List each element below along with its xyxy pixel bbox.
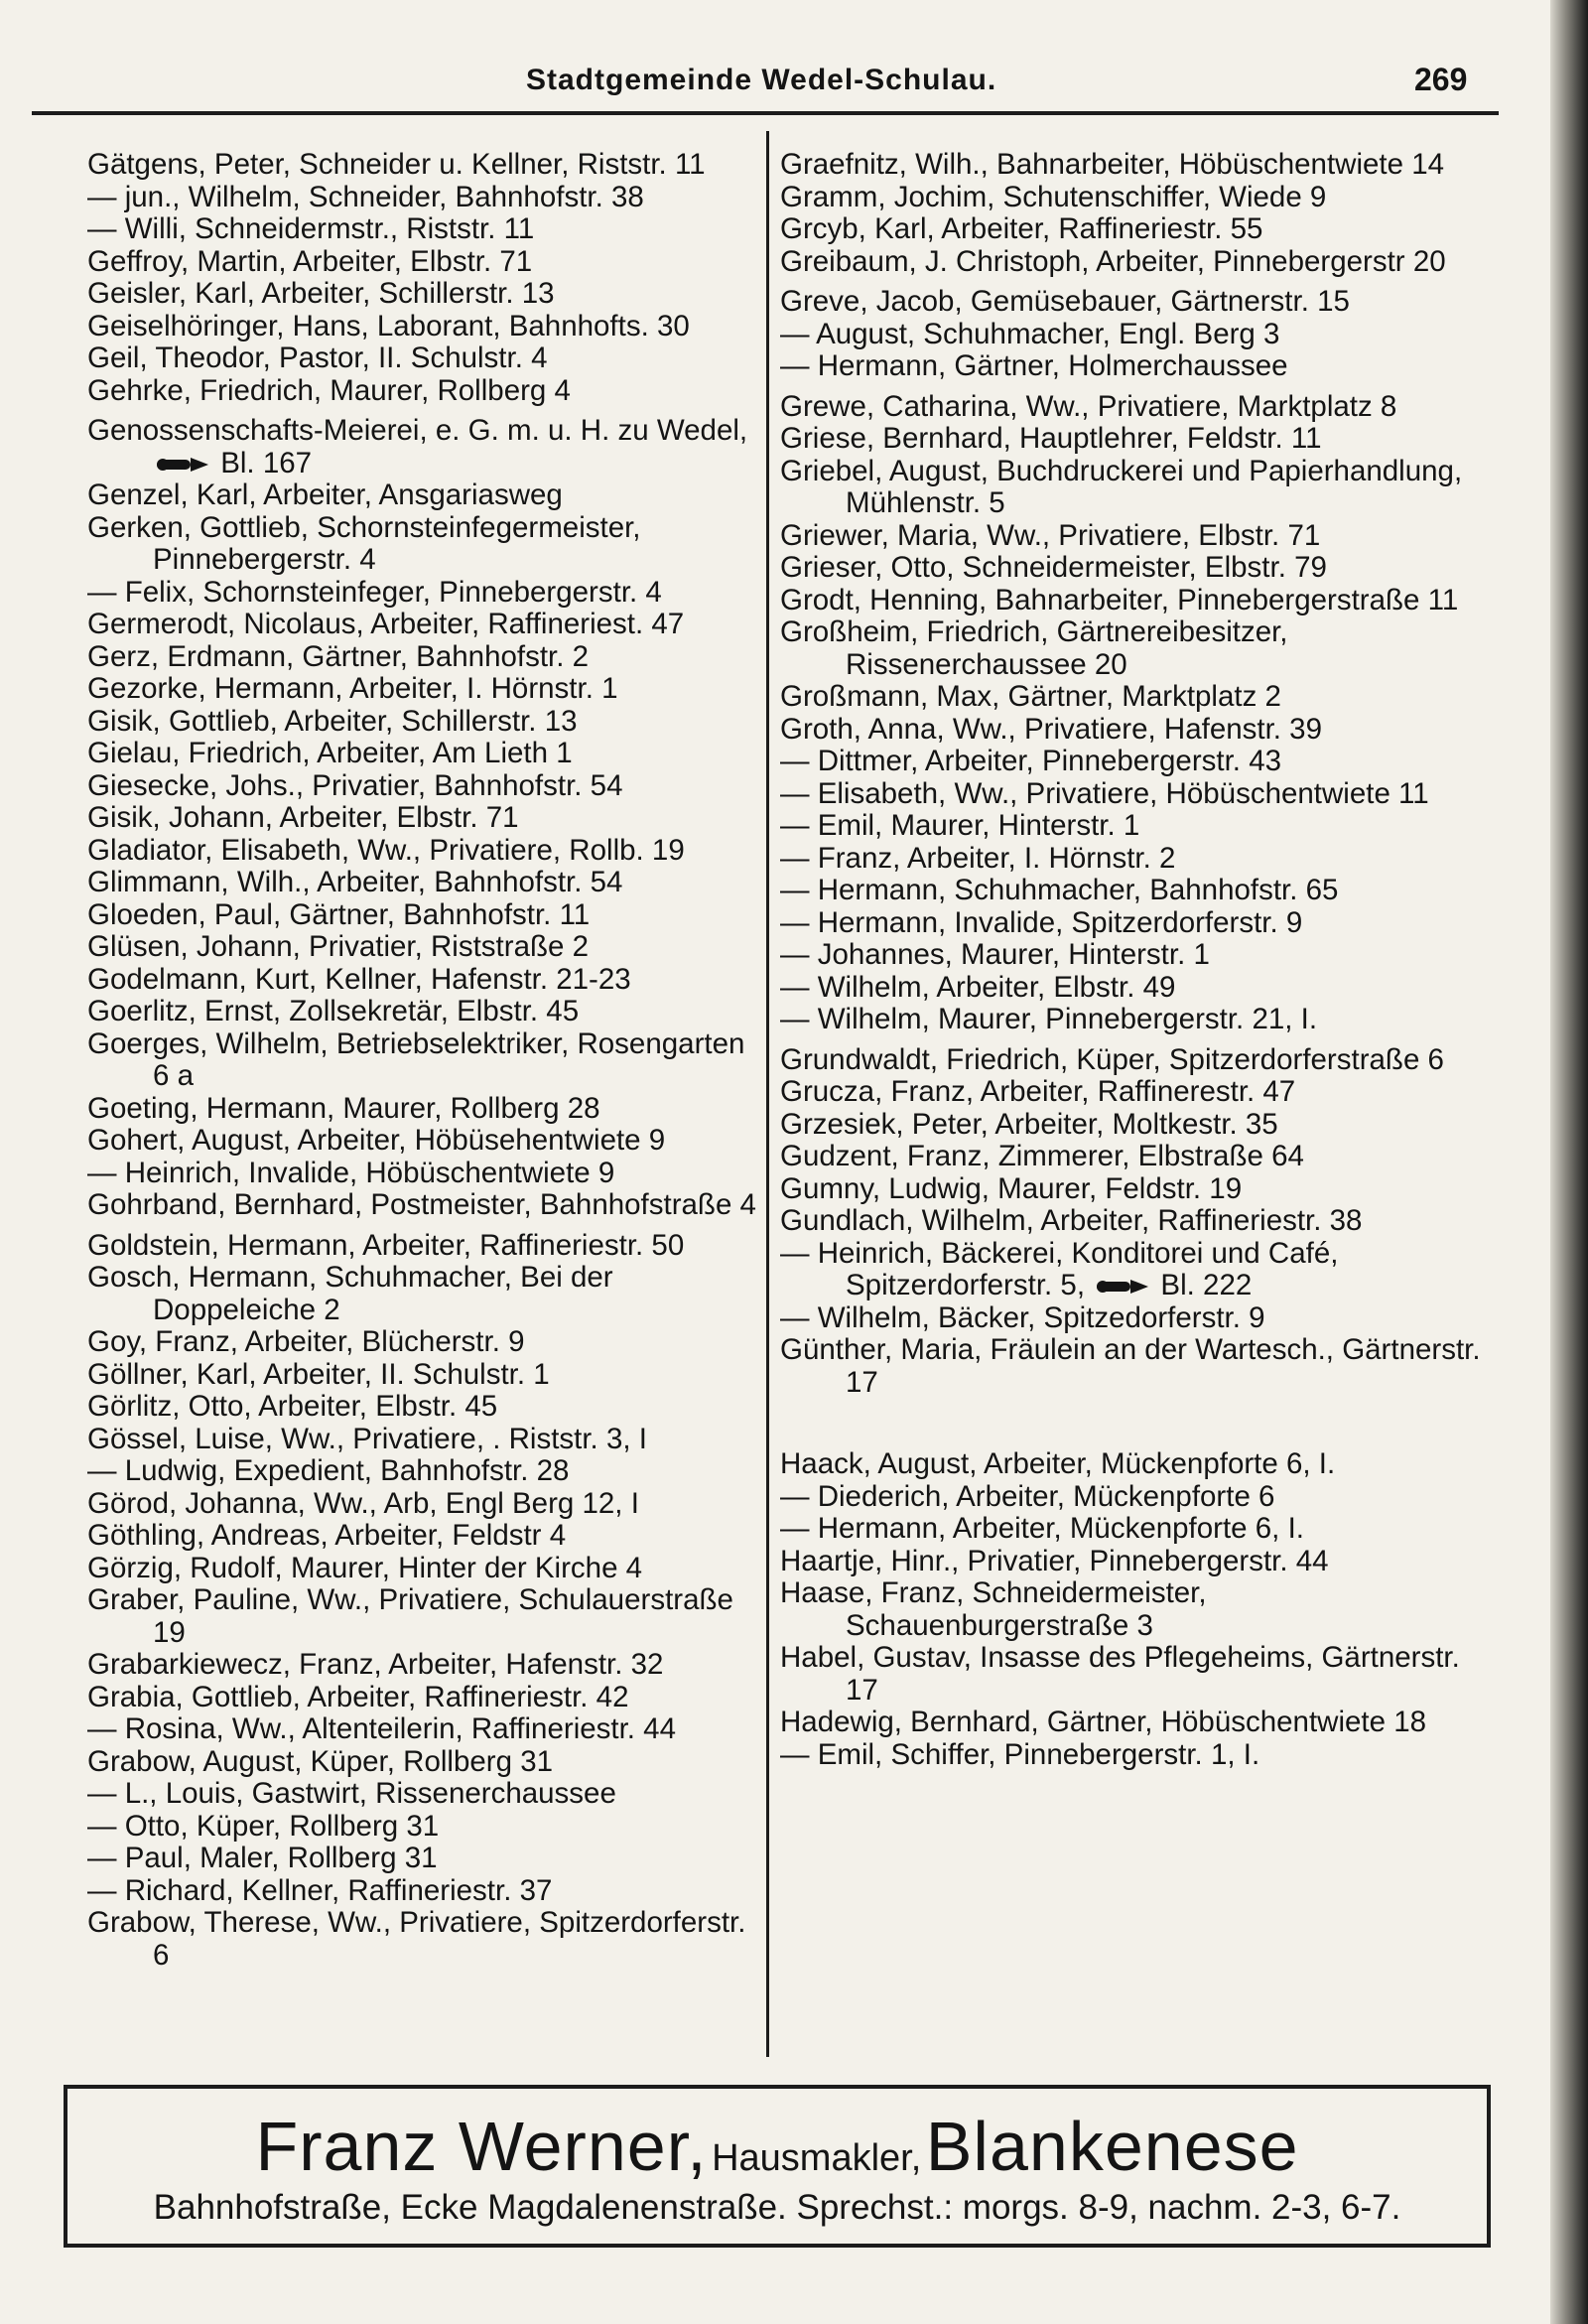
list-item: Gielau, Friedrich, Arbeiter, Am Lieth 1 [87, 737, 573, 769]
list-item [87, 415, 757, 479]
list-item: Godelmann, Kurt, Kellner, Hafenstr. 21-23 [87, 962, 631, 996]
list-item: Habel, Gustav, Insasse des Pflegeheims, Gärtnerstr. 17 [780, 1641, 1460, 1707]
page-title: Stadtgemeinde Wedel-Schulau. [526, 64, 997, 96]
list-item: Görlitz, Otto, Arbeiter, Elbstr. 45 [87, 1390, 498, 1423]
list-item: Griese, Bernhard, Hauptlehrer, Feldstr. 11 [780, 422, 1322, 455]
list-item: — Johannes, Maurer, Hinterstr. 1 [780, 938, 1210, 971]
list-item: Grabia, Gottlieb, Arbeiter, Raffineriestr. 42 [87, 1680, 629, 1713]
list-item: Großheim, Friedrich, Gärtnereibesitzer, Rissenerchaussee 20 [780, 615, 1288, 681]
left-column [87, 149, 757, 1972]
list-item: Großmann, Max, Gärtner, Marktplatz 2 [780, 680, 1281, 713]
ad-profession: Hausmakler, [712, 2137, 922, 2179]
list-item: Grabarkiewecz, Franz, Arbeiter, Hafenstr. 32 [87, 1648, 664, 1681]
list-item: Gloeden, Paul, Gärtner, Bahnhofstr. 11 [87, 897, 591, 931]
list-item: Gumny, Ludwig, Maurer, Feldstr. 19 [780, 1171, 1243, 1205]
ad-address: Bahnhofstraße, Ecke Magdalenenstraße. Sprechst.: morgs. 8-9, nachm. 2-3, 6-7. [153, 2188, 1401, 2227]
list-item: Graber, Pauline, Ww., Privatiere, Schulauerstraße 19 [87, 1583, 733, 1649]
list-item: Gisik, Johann, Arbeiter, Elbstr. 71 [87, 801, 519, 834]
list-item: — Hermann, Gärtner, Holmerchaussee [780, 349, 1288, 382]
ad-headline [67, 2107, 1487, 2186]
list-item: Gerz, Erdmann, Gärtner, Bahnhofstr. 2 [87, 639, 590, 673]
list-item: Goerges, Wilhelm, Betriebselektriker, Rosengarten 6 a [87, 1026, 745, 1092]
list-item: — L., Louis, Gastwirt, Rissenerchaussee [87, 1777, 616, 1810]
list-item: — Willi, Schneidermstr., Riststr. 11 [87, 212, 535, 245]
list-item: Göthling, Andreas, Arbeiter, Feldstr 4 [87, 1519, 567, 1552]
list-item: Görzig, Rudolf, Maurer, Hinter der Kirche 4 [87, 1551, 643, 1584]
list-item: — Heinrich, Invalide, Höbüschentwiete 9 [87, 1156, 615, 1189]
list-item: Grewe, Catharina, Ww., Privatiere, Marktplatz 8 [780, 389, 1397, 423]
list-item: Gohrband, Bernhard, Postmeister, Bahnhofstraße 4 [87, 1188, 756, 1221]
list-item: Glüsen, Johann, Privatier, Riststraße 2 [87, 930, 590, 963]
list-item: Grucza, Franz, Arbeiter, Raffinerestr. 47 [780, 1075, 1296, 1108]
list-item: Geisler, Karl, Arbeiter, Schillerstr. 13 [87, 277, 555, 310]
list-item [780, 1238, 1495, 1302]
list-item: Günther, Maria, Fräulein an der Wartesch., Gärtnerstr. 17 [780, 1333, 1481, 1399]
list-item: Görod, Johanna, Ww., Arb, Engl Berg 12, I [87, 1486, 639, 1520]
list-item: Giesecke, Johs., Privatier, Bahnhofstr. 54 [87, 768, 623, 802]
list-item: Gisik, Gottlieb, Arbeiter, Schillerstr. 13 [87, 704, 578, 738]
list-item: Grodt, Henning, Bahnarbeiter, Pinnebergerstraße 11 [780, 583, 1459, 616]
list-item: Grzesiek, Peter, Arbeiter, Moltkestr. 35 [780, 1107, 1278, 1141]
entry-text: — Heinrich, Bäckerei, Konditorei und Café, Spitzerdorferstr. 5, [780, 1236, 1339, 1301]
ad-name: Franz Werner, [255, 2108, 708, 2185]
list-item: Gundlach, Wilhelm, Arbeiter, Raffineriestr. 38 [780, 1204, 1363, 1237]
list-item: Grcyb, Karl, Arbeiter, Raffineriestr. 55 [780, 212, 1263, 245]
right-column [780, 149, 1495, 1771]
list-item: Gezorke, Hermann, Arbeiter, I. Hörnstr. 1 [87, 672, 618, 705]
list-item: — jun., Wilhelm, Schneider, Bahnhofstr. 38 [87, 180, 644, 213]
list-item: Goerlitz, Ernst, Zollsekretär, Elbstr. 45 [87, 995, 580, 1027]
ad-place: Blankenese [925, 2108, 1299, 2185]
list-item: Goeting, Hermann, Maurer, Rollberg 28 [87, 1091, 600, 1125]
list-item: Glimmann, Wilh., Arbeiter, Bahnhofstr. 54 [87, 866, 623, 898]
entry-text: Genossenschafts-Meierei, e. G. m. u. H. zu Wedel, [87, 414, 748, 447]
list-item: Grabow, August, Küper, Rollberg 31 [87, 1744, 554, 1778]
list-item: — Paul, Maler, Rollberg 31 [87, 1842, 438, 1874]
header-rule [32, 111, 1499, 115]
list-item: Gerken, Gottlieb, Schornsteinfegermeister, Pinnebergerstr. 4 [87, 510, 641, 576]
list-item: Groth, Anna, Ww., Privatiere, Hafenstr. 39 [780, 712, 1322, 746]
phone-number: Bl. 222 [1160, 1269, 1253, 1301]
list-item: — Franz, Arbeiter, I. Hörnstr. 2 [780, 841, 1176, 875]
list-item: Genzel, Karl, Arbeiter, Ansgariasweg [87, 478, 563, 511]
list-item: — Hermann, Arbeiter, Mückenpforte 6, I. [780, 1512, 1304, 1545]
column-divider [766, 131, 769, 2057]
list-item: — Hermann, Invalide, Spitzerdorferstr. 9 [780, 905, 1303, 939]
list-item: — Elisabeth, Ww., Privatiere, Höbüschentwiete 11 [780, 776, 1429, 810]
list-item: Haartje, Hinr., Privatier, Pinnebergerstr. 44 [780, 1544, 1329, 1577]
list-item: Griewer, Maria, Ww., Privatiere, Elbstr. 71 [780, 518, 1321, 552]
phone-number: Bl. 167 [220, 446, 313, 479]
page-number: 269 [1414, 62, 1468, 97]
list-item: Gramm, Jochim, Schutenschiffer, Wiede 9 [780, 180, 1327, 213]
list-item: Gohert, August, Arbeiter, Höbüsehentwiete 9 [87, 1124, 666, 1157]
list-item: Gosch, Hermann, Schuhmacher, Bei der Doppeleiche 2 [87, 1261, 613, 1326]
list-item: — Felix, Schornsteinfeger, Pinnebergerstr. 4 [87, 575, 662, 609]
list-item: — Wilhelm, Maurer, Pinnebergerstr. 21, I. [780, 1003, 1318, 1035]
list-item: Graefnitz, Wilh., Bahnarbeiter, Höbüschentwiete 14 [780, 148, 1445, 181]
list-item: — Dittmer, Arbeiter, Pinnebergerstr. 43 [780, 745, 1282, 777]
list-item: — Emil, Schiffer, Pinnebergerstr. 1, I. [780, 1737, 1260, 1771]
list-item: Goldstein, Hermann, Arbeiter, Raffineriestr. 50 [87, 1228, 685, 1262]
list-item: — Diederich, Arbeiter, Mückenpforte 6 [780, 1479, 1275, 1513]
list-item: Hadewig, Bernhard, Gärtner, Höbüschentwiete 18 [780, 1706, 1427, 1738]
telephone-icon [153, 454, 212, 476]
list-item: Geffroy, Martin, Arbeiter, Elbstr. 71 [87, 244, 533, 278]
list-item: Haase, Franz, Schneidermeister, Schauenburgerstraße 3 [780, 1576, 1207, 1642]
list-item: — Richard, Kellner, Raffineriestr. 37 [87, 1873, 553, 1907]
list-item: — Hermann, Schuhmacher, Bahnhofstr. 65 [780, 874, 1339, 906]
advertisement-box [64, 2085, 1491, 2248]
list-item: Greve, Jacob, Gemüsebauer, Gärtnerstr. 15 [780, 285, 1350, 318]
list-item: Grundwaldt, Friedrich, Küper, Spitzerdorferstraße 6 [780, 1042, 1444, 1076]
list-item: Gätgens, Peter, Schneider u. Kellner, Riststr. 11 [87, 148, 706, 181]
page-edge [1550, 0, 1588, 2324]
list-item: Germerodt, Nicolaus, Arbeiter, Raffineriest. 47 [87, 608, 685, 640]
list-item: Gössel, Luise, Ww., Privatiere, . Riststr. 3, I [87, 1422, 647, 1455]
list-item: — Ludwig, Expedient, Bahnhofstr. 28 [87, 1454, 570, 1487]
list-item: Goy, Franz, Arbeiter, Blücherstr. 9 [87, 1325, 525, 1358]
list-item: Greibaum, J. Christoph, Arbeiter, Pinnebergerstr 20 [780, 244, 1446, 278]
list-item: — Otto, Küper, Rollberg 31 [87, 1809, 440, 1843]
list-item: Haack, August, Arbeiter, Mückenpforte 6, I. [780, 1447, 1336, 1480]
list-item: Geiselhöringer, Hans, Laborant, Bahnhofts. 30 [87, 309, 690, 342]
list-item: — Wilhelm, Bäcker, Spitzedorferstr. 9 [780, 1300, 1265, 1334]
list-item: Gehrke, Friedrich, Maurer, Rollberg 4 [87, 373, 571, 407]
list-item: Grieser, Otto, Schneidermeister, Elbstr. 79 [780, 551, 1327, 584]
telephone-icon [1093, 1276, 1152, 1298]
list-item: Gudzent, Franz, Zimmerer, Elbstraße 64 [780, 1140, 1304, 1172]
list-item: Gladiator, Elisabeth, Ww., Privatiere, Rollb. 19 [87, 833, 685, 867]
list-item: Grabow, Therese, Ww., Privatiere, Spitzerdorferstr. 6 [87, 1906, 746, 1972]
page-header [0, 64, 1550, 107]
list-item: Griebel, August, Buchdruckerei und Papierhandlung, Mühlenstr. 5 [780, 454, 1463, 519]
list-item: — August, Schuhmacher, Engl. Berg 3 [780, 317, 1280, 350]
list-item: Geil, Theodor, Pastor, II. Schulstr. 4 [87, 342, 548, 374]
list-item: Göllner, Karl, Arbeiter, II. Schulstr. 1 [87, 1357, 550, 1391]
list-item: — Wilhelm, Arbeiter, Elbstr. 49 [780, 970, 1176, 1004]
list-item: — Emil, Maurer, Hinterstr. 1 [780, 809, 1140, 842]
list-item: — Rosina, Ww., Altenteilerin, Raffineriestr. 44 [87, 1712, 676, 1745]
